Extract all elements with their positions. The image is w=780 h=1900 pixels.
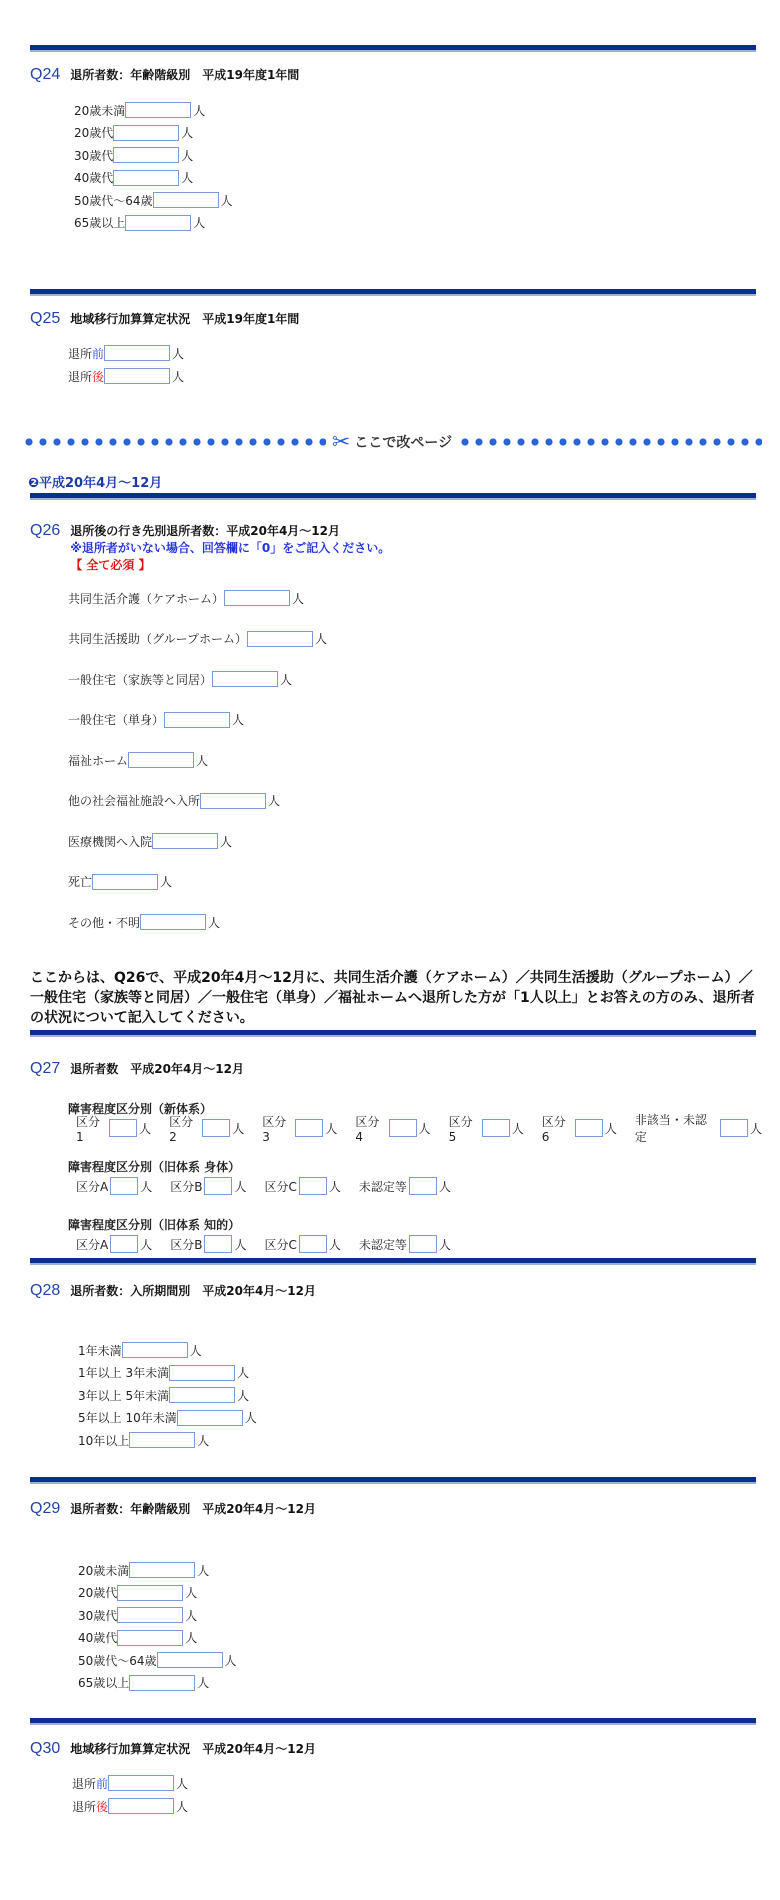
q27-count-input[interactable]	[389, 1119, 417, 1137]
unit-label: 人	[193, 103, 206, 118]
row-label: 3年以上 5年未満	[78, 1388, 170, 1403]
unit-label: 人	[280, 672, 293, 687]
q27-item	[355, 1113, 430, 1144]
q26-count-input[interactable]	[140, 914, 206, 930]
q24-count-input[interactable]	[125, 215, 191, 231]
item-label: 区分4	[355, 1114, 380, 1144]
q27-count-input[interactable]	[295, 1119, 323, 1137]
q28-count-input[interactable]	[129, 1432, 195, 1448]
q24-row	[74, 168, 193, 188]
unit-label: 人	[220, 834, 233, 849]
q27-count-input[interactable]	[204, 1177, 232, 1195]
row-label: 30歳代	[74, 148, 114, 163]
row-label-back: 後	[92, 369, 105, 384]
question-number: Q30	[30, 1740, 61, 1757]
q28-count-input[interactable]	[177, 1410, 243, 1426]
q29-row	[78, 1605, 197, 1625]
item-label: 区分A	[76, 1237, 109, 1252]
q28-count-input[interactable]	[122, 1342, 188, 1358]
question-number: Q26	[30, 522, 61, 539]
unit-label: 人	[418, 1121, 431, 1136]
unit-label: 人	[224, 1653, 237, 1668]
q27-group-row	[76, 1233, 469, 1255]
q29-row	[78, 1650, 237, 1670]
q29-row	[78, 1583, 197, 1603]
q29-row	[78, 1673, 209, 1693]
q30-after-input[interactable]	[108, 1798, 174, 1814]
q27-count-input[interactable]	[299, 1177, 327, 1195]
row-label: 20歳未満	[74, 103, 126, 118]
item-label: 区分B	[170, 1179, 203, 1194]
q27-item	[449, 1113, 524, 1144]
q25-before-input[interactable]	[104, 345, 170, 361]
q24-count-input[interactable]	[113, 125, 179, 141]
row-label: 退所	[72, 1799, 97, 1814]
question-title: 退所者数：入所期間別 平成20年4月〜12月	[70, 1284, 316, 1298]
q27-group-row	[76, 1113, 780, 1144]
q28-row	[78, 1340, 202, 1360]
dot-line-right	[458, 437, 762, 447]
q25-row-before	[68, 343, 184, 363]
period-heading: ❷平成20年4月〜12月	[28, 476, 163, 491]
q30-row-after	[72, 1796, 188, 1816]
unit-label: 人	[176, 1776, 189, 1791]
q28-header	[30, 1282, 316, 1300]
unit-label: 人	[237, 1388, 250, 1403]
question-title: 退所者数：年齢階級別 平成20年4月〜12月	[70, 1502, 316, 1516]
q26-row	[68, 629, 327, 649]
row-label: 50歳代〜64歳	[74, 193, 153, 208]
section-rule	[30, 1718, 756, 1725]
q24-row	[74, 123, 193, 143]
unit-label: 人	[172, 369, 185, 384]
q24-count-input[interactable]	[113, 170, 179, 186]
row-label: 死亡	[68, 875, 93, 889]
item-label: 区分A	[76, 1179, 109, 1194]
item-label: 区分C	[264, 1179, 297, 1194]
unit-label: 人	[234, 1179, 247, 1194]
q26-count-input[interactable]	[224, 590, 290, 606]
q26-row	[68, 669, 292, 689]
row-label: 20歳代	[74, 126, 114, 140]
q29-count-input[interactable]	[129, 1675, 195, 1691]
question-title: 退所者数：年齢階級別 平成19年度1年間	[70, 68, 300, 82]
q24-count-input[interactable]	[153, 192, 219, 208]
q27-item	[264, 1235, 340, 1253]
q26-row	[68, 750, 208, 770]
item-label: 区分6	[541, 1114, 566, 1144]
q24-row	[74, 145, 193, 165]
unit-label: 人	[172, 346, 185, 361]
unit-label: 人	[232, 713, 245, 727]
q28-count-input[interactable]	[169, 1365, 235, 1381]
row-label: 退所	[68, 346, 93, 361]
q26-count-input[interactable]	[212, 671, 278, 687]
unit-label: 人	[185, 1586, 198, 1600]
unit-label: 人	[197, 1563, 210, 1578]
q26-row	[68, 912, 220, 932]
q24-row	[74, 213, 205, 233]
row-label: 10年以上	[78, 1433, 130, 1448]
unit-label: 人	[511, 1121, 524, 1136]
item-label: 区分C	[264, 1237, 297, 1252]
q25-header	[30, 310, 299, 328]
question-title: 退所者数 平成20年4月〜12月	[70, 1062, 244, 1076]
unit-label: 人	[604, 1121, 617, 1136]
q27-item	[264, 1177, 340, 1195]
unit-label: 人	[140, 1179, 153, 1194]
page-break-divider	[22, 430, 762, 454]
q27-item	[169, 1113, 244, 1144]
question-number: Q25	[30, 310, 61, 327]
unit-label: 人	[189, 1343, 202, 1358]
q24-row	[74, 190, 233, 210]
unit-label: 人	[139, 1121, 152, 1136]
row-label: 1年未満	[78, 1343, 122, 1358]
unit-label: 人	[220, 193, 233, 208]
item-label: 未認定等	[358, 1237, 407, 1252]
row-label: 共同生活援助（グループホーム）	[68, 632, 248, 646]
unit-label: 人	[315, 632, 328, 646]
unit-label: 人	[749, 1121, 762, 1136]
question-title: 地域移行加算算定状況 平成19年度1年間	[70, 312, 300, 326]
row-label: 20歳未満	[78, 1563, 130, 1578]
unit-label: 人	[292, 591, 305, 606]
q29-header	[30, 1500, 316, 1518]
row-label: 他の社会福祉施設へ入所	[68, 794, 201, 808]
q26-row	[68, 791, 280, 811]
row-label: 50歳代〜64歳	[78, 1653, 157, 1668]
row-label: 20歳代	[78, 1586, 118, 1600]
q26-count-input[interactable]	[164, 712, 230, 728]
unit-label: 人	[181, 148, 194, 163]
q27-item	[262, 1113, 337, 1144]
q26-row	[68, 831, 232, 851]
q24-count-input[interactable]	[113, 147, 179, 163]
section-rule	[30, 45, 756, 52]
unit-label: 人	[160, 875, 173, 889]
q27-count-input[interactable]	[109, 1119, 137, 1137]
row-label: 65歳以上	[74, 216, 126, 230]
q28-row	[78, 1363, 249, 1383]
q24-row	[74, 100, 205, 120]
unit-label: 人	[185, 1631, 198, 1645]
q29-row	[78, 1560, 209, 1580]
q27-item	[76, 1177, 152, 1195]
q27-count-input[interactable]	[202, 1119, 230, 1137]
row-label: その他・不明	[68, 915, 141, 930]
q27-count-input[interactable]	[720, 1119, 748, 1137]
question-number: Q24	[30, 66, 61, 83]
q24-header	[30, 66, 299, 84]
question-title: 地域移行加算算定状況 平成20年4月〜12月	[70, 1742, 316, 1756]
q29-row	[78, 1628, 197, 1648]
page-break-label	[332, 430, 452, 455]
row-label: 一般住宅（家族等と同居）	[68, 672, 213, 687]
q29-count-input[interactable]	[129, 1562, 195, 1578]
dot-line-left	[22, 437, 326, 447]
q27-count-input[interactable]	[409, 1235, 437, 1253]
q27-count-input[interactable]	[299, 1235, 327, 1253]
unit-label: 人	[234, 1237, 247, 1252]
q27-group-title: 障害程度区分別（旧体系 身体）	[68, 1160, 241, 1174]
q27-item	[76, 1113, 151, 1144]
q26-count-input[interactable]	[128, 752, 194, 768]
unit-label: 人	[196, 753, 209, 768]
q28-row	[78, 1408, 257, 1428]
unit-label: 人	[232, 1121, 245, 1136]
q27-group-row	[76, 1175, 469, 1197]
row-label: 医療機関へ入院	[68, 834, 153, 849]
question-number: Q27	[30, 1060, 61, 1077]
row-label: 5年以上 10年未満	[78, 1411, 177, 1425]
q27-item	[542, 1113, 617, 1144]
row-label: 福祉ホーム	[68, 753, 129, 768]
q26-row	[68, 588, 304, 608]
section-rule	[30, 1030, 756, 1037]
row-label: 一般住宅（単身）	[68, 713, 165, 727]
question-note: ※退所者がいない場合、回答欄に「0」をご記入ください。	[70, 541, 391, 555]
row-label: 1年以上 3年未満	[78, 1366, 170, 1380]
q26-count-input[interactable]	[200, 793, 266, 809]
unit-label: 人	[197, 1676, 210, 1690]
q27-item	[76, 1235, 152, 1253]
section-rule	[30, 289, 756, 296]
item-label: 区分2	[169, 1114, 194, 1144]
row-label: 退所	[68, 369, 93, 384]
unit-label: 人	[140, 1237, 153, 1252]
q27-item	[170, 1235, 246, 1253]
q27-item	[170, 1177, 246, 1195]
item-label: 非該当・未認定	[634, 1113, 707, 1144]
page-break-text: ここで改ページ	[354, 435, 453, 451]
unit-label: 人	[328, 1179, 341, 1194]
q24-count-input[interactable]	[125, 102, 191, 118]
question-number: Q28	[30, 1282, 61, 1299]
q27-count-input[interactable]	[110, 1235, 138, 1253]
q26-count-input[interactable]	[152, 833, 218, 849]
row-label: 共同生活介護（ケアホーム）	[68, 591, 225, 606]
q28-row	[78, 1430, 209, 1450]
unit-label: 人	[328, 1237, 341, 1252]
row-label: 退所	[72, 1776, 97, 1791]
row-label-front: 前	[92, 346, 105, 361]
row-label: 40歳代	[78, 1631, 118, 1645]
unit-label: 人	[325, 1121, 338, 1136]
q27-count-input[interactable]	[204, 1235, 232, 1253]
unit-label: 人	[438, 1237, 451, 1252]
q26-row	[68, 872, 172, 892]
required-badge: 【 全て必須 】	[70, 558, 151, 572]
q27-item	[359, 1235, 451, 1253]
q27-group-title: 障害程度区分別（旧体系 知的）	[68, 1218, 241, 1232]
q29-count-input[interactable]	[117, 1585, 183, 1601]
instruction-text: ここからは、Q26で、平成20年4月〜12月に、共同生活介護（ケアホーム）／共同生活援助（グループホーム）／一般住宅（家族等と同居）／一般住宅（単身）／福祉ホームへ退所した方が「1人以上」とお答えの方のみ、退所者の状況について記入してください。	[30, 970, 755, 1026]
q26-count-input[interactable]	[247, 631, 313, 647]
unit-label: 人	[244, 1411, 257, 1425]
q25-row-after	[68, 366, 184, 386]
q27-count-input[interactable]	[575, 1119, 603, 1137]
unit-label: 人	[193, 216, 206, 230]
unit-label: 人	[185, 1608, 198, 1623]
q29-count-input[interactable]	[117, 1630, 183, 1646]
q27-count-input[interactable]	[409, 1177, 437, 1195]
q30-before-input[interactable]	[108, 1775, 174, 1791]
section-rule	[30, 1258, 756, 1265]
unit-label: 人	[181, 171, 194, 185]
row-label: 65歳以上	[78, 1676, 130, 1690]
item-label: 区分1	[76, 1114, 101, 1144]
q28-count-input[interactable]	[169, 1387, 235, 1403]
unit-label: 人	[208, 915, 221, 930]
q30-row-before	[72, 1773, 188, 1793]
q27-header	[30, 1060, 244, 1078]
item-label: 未認定等	[358, 1179, 407, 1194]
q27-item	[359, 1177, 451, 1195]
unit-label: 人	[438, 1179, 451, 1194]
q28-row	[78, 1385, 249, 1405]
row-label-front: 前	[96, 1776, 109, 1791]
unit-label: 人	[197, 1433, 210, 1448]
q29-count-input[interactable]	[157, 1652, 223, 1668]
section-rule	[30, 493, 756, 500]
question-title: 退所後の行き先別退所者数：平成20年4月〜12月	[70, 524, 340, 538]
item-label: 区分B	[170, 1237, 203, 1252]
item-label: 区分3	[262, 1114, 287, 1144]
row-label: 40歳代	[74, 171, 114, 185]
question-number: Q29	[30, 1500, 61, 1517]
row-label: 30歳代	[78, 1608, 118, 1623]
q27-count-input[interactable]	[482, 1119, 510, 1137]
q26-row	[68, 710, 244, 730]
item-label: 区分5	[448, 1114, 473, 1144]
unit-label: 人	[237, 1366, 250, 1380]
scissors-icon: ✂	[331, 429, 351, 455]
q27-count-input[interactable]	[110, 1177, 138, 1195]
q27-group-title: 障害程度区分別（新体系）	[68, 1102, 213, 1116]
section-rule	[30, 1477, 756, 1484]
q27-item	[635, 1111, 762, 1145]
q26-header	[30, 522, 390, 573]
q25-after-input[interactable]	[104, 368, 170, 384]
q26-count-input[interactable]	[92, 874, 158, 890]
q29-count-input[interactable]	[117, 1607, 183, 1623]
unit-label: 人	[268, 794, 281, 808]
unit-label: 人	[181, 126, 194, 140]
unit-label: 人	[176, 1799, 189, 1814]
q30-header	[30, 1740, 316, 1758]
row-label-back: 後	[96, 1799, 109, 1814]
